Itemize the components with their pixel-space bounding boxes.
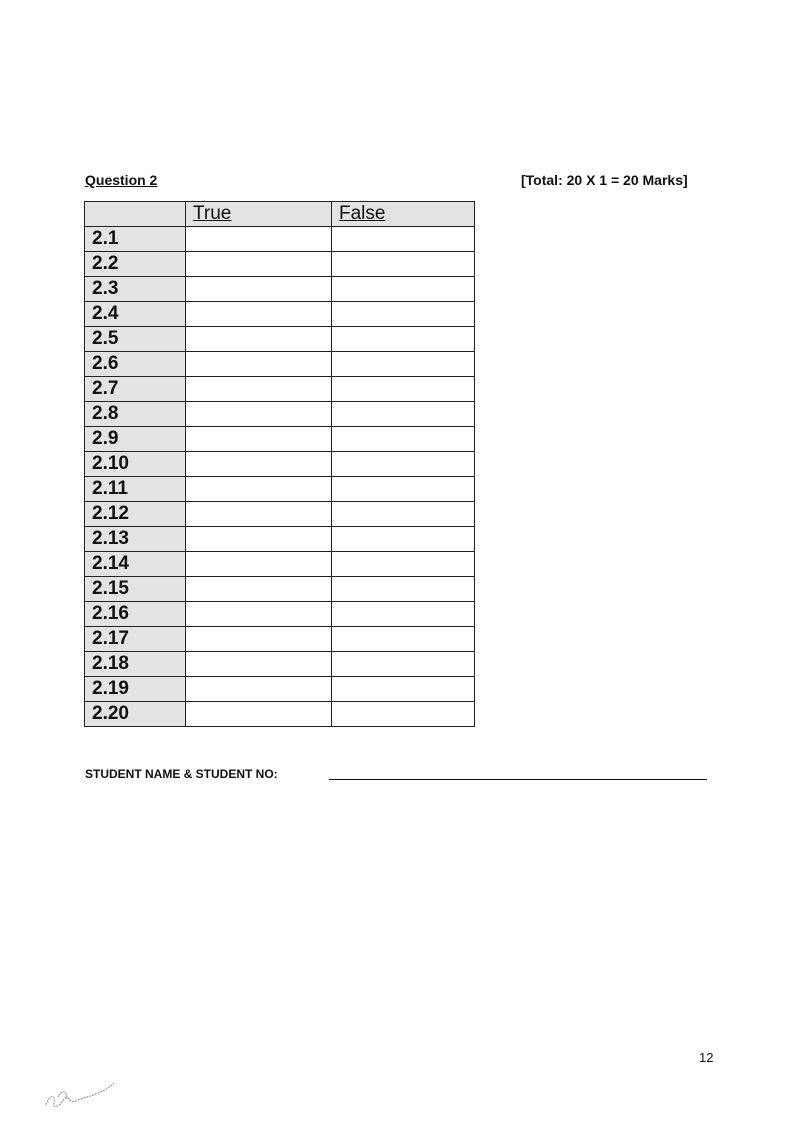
table-row xyxy=(85,377,475,402)
question-number: 2.6 xyxy=(85,352,186,377)
header-true-label: True xyxy=(193,203,232,224)
table-row xyxy=(85,452,475,477)
false-answer-cell[interactable] xyxy=(332,327,475,352)
table-row xyxy=(85,502,475,527)
table-row xyxy=(85,527,475,552)
question-total-marks: [Total: 20 X 1 = 20 Marks] xyxy=(521,172,688,188)
table-row xyxy=(85,227,475,252)
false-answer-cell[interactable] xyxy=(332,502,475,527)
student-name-label: STUDENT NAME & STUDENT NO: xyxy=(85,767,278,781)
true-answer-cell[interactable] xyxy=(186,527,332,552)
true-answer-cell[interactable] xyxy=(186,627,332,652)
question-number: 2.12 xyxy=(85,502,186,527)
question-number: 2.10 xyxy=(85,452,186,477)
true-answer-cell[interactable] xyxy=(186,552,332,577)
true-answer-cell[interactable] xyxy=(186,402,332,427)
false-answer-cell[interactable] xyxy=(332,602,475,627)
question-number: 2.4 xyxy=(85,302,186,327)
false-answer-cell[interactable] xyxy=(332,277,475,302)
true-answer-cell[interactable] xyxy=(186,252,332,277)
table-row xyxy=(85,402,475,427)
question-number: 2.2 xyxy=(85,252,186,277)
false-answer-cell[interactable] xyxy=(332,677,475,702)
true-answer-cell[interactable] xyxy=(186,327,332,352)
handwritten-signature xyxy=(40,1075,120,1115)
false-answer-cell[interactable] xyxy=(332,402,475,427)
false-answer-cell[interactable] xyxy=(332,302,475,327)
question-number: 2.5 xyxy=(85,327,186,352)
true-answer-cell[interactable] xyxy=(186,702,332,727)
true-answer-cell[interactable] xyxy=(186,227,332,252)
question-number: 2.13 xyxy=(85,527,186,552)
table-row xyxy=(85,577,475,602)
true-answer-cell[interactable] xyxy=(186,502,332,527)
table-row xyxy=(85,652,475,677)
false-answer-cell[interactable] xyxy=(332,377,475,402)
true-answer-cell[interactable] xyxy=(186,427,332,452)
table-row xyxy=(85,352,475,377)
true-answer-cell[interactable] xyxy=(186,377,332,402)
false-answer-cell[interactable] xyxy=(332,577,475,602)
page-number: 12 xyxy=(699,1050,714,1065)
false-answer-cell[interactable] xyxy=(332,477,475,502)
question-number: 2.1 xyxy=(85,227,186,252)
student-name-line[interactable] xyxy=(329,779,707,780)
header-row xyxy=(85,202,475,227)
question-number: 2.16 xyxy=(85,602,186,627)
question-number: 2.18 xyxy=(85,652,186,677)
question-number: 2.8 xyxy=(85,402,186,427)
question-number: 2.19 xyxy=(85,677,186,702)
table-row xyxy=(85,327,475,352)
table-row xyxy=(85,677,475,702)
question-number: 2.7 xyxy=(85,377,186,402)
true-answer-cell[interactable] xyxy=(186,477,332,502)
question-number: 2.9 xyxy=(85,427,186,452)
false-answer-cell[interactable] xyxy=(332,527,475,552)
true-answer-cell[interactable] xyxy=(186,652,332,677)
false-answer-cell[interactable] xyxy=(332,252,475,277)
true-answer-cell[interactable] xyxy=(186,277,332,302)
header-blank xyxy=(85,202,186,227)
question-number: 2.14 xyxy=(85,552,186,577)
true-answer-cell[interactable] xyxy=(186,677,332,702)
question-number: 2.3 xyxy=(85,277,186,302)
table-row xyxy=(85,602,475,627)
table-row xyxy=(85,252,475,277)
false-answer-cell[interactable] xyxy=(332,427,475,452)
table-row xyxy=(85,277,475,302)
true-answer-cell[interactable] xyxy=(186,602,332,627)
table-row xyxy=(85,302,475,327)
false-answer-cell[interactable] xyxy=(332,702,475,727)
false-answer-cell[interactable] xyxy=(332,452,475,477)
table-row xyxy=(85,477,475,502)
table-row xyxy=(85,702,475,727)
table-row xyxy=(85,627,475,652)
true-answer-cell[interactable] xyxy=(186,452,332,477)
false-answer-cell[interactable] xyxy=(332,352,475,377)
table-row xyxy=(85,552,475,577)
false-answer-cell[interactable] xyxy=(332,652,475,677)
question-title: Question 2 xyxy=(85,172,158,188)
question-number: 2.15 xyxy=(85,577,186,602)
true-answer-cell[interactable] xyxy=(186,352,332,377)
true-answer-cell[interactable] xyxy=(186,302,332,327)
false-answer-cell[interactable] xyxy=(332,627,475,652)
false-answer-cell[interactable] xyxy=(332,552,475,577)
header-false xyxy=(332,202,475,227)
question-number: 2.11 xyxy=(85,477,186,502)
question-number: 2.20 xyxy=(85,702,186,727)
true-answer-cell[interactable] xyxy=(186,577,332,602)
false-answer-cell[interactable] xyxy=(332,227,475,252)
answer-table xyxy=(84,201,475,727)
header-true xyxy=(186,202,332,227)
header-false-label: False xyxy=(339,203,386,224)
table-row xyxy=(85,427,475,452)
question-number: 2.17 xyxy=(85,627,186,652)
